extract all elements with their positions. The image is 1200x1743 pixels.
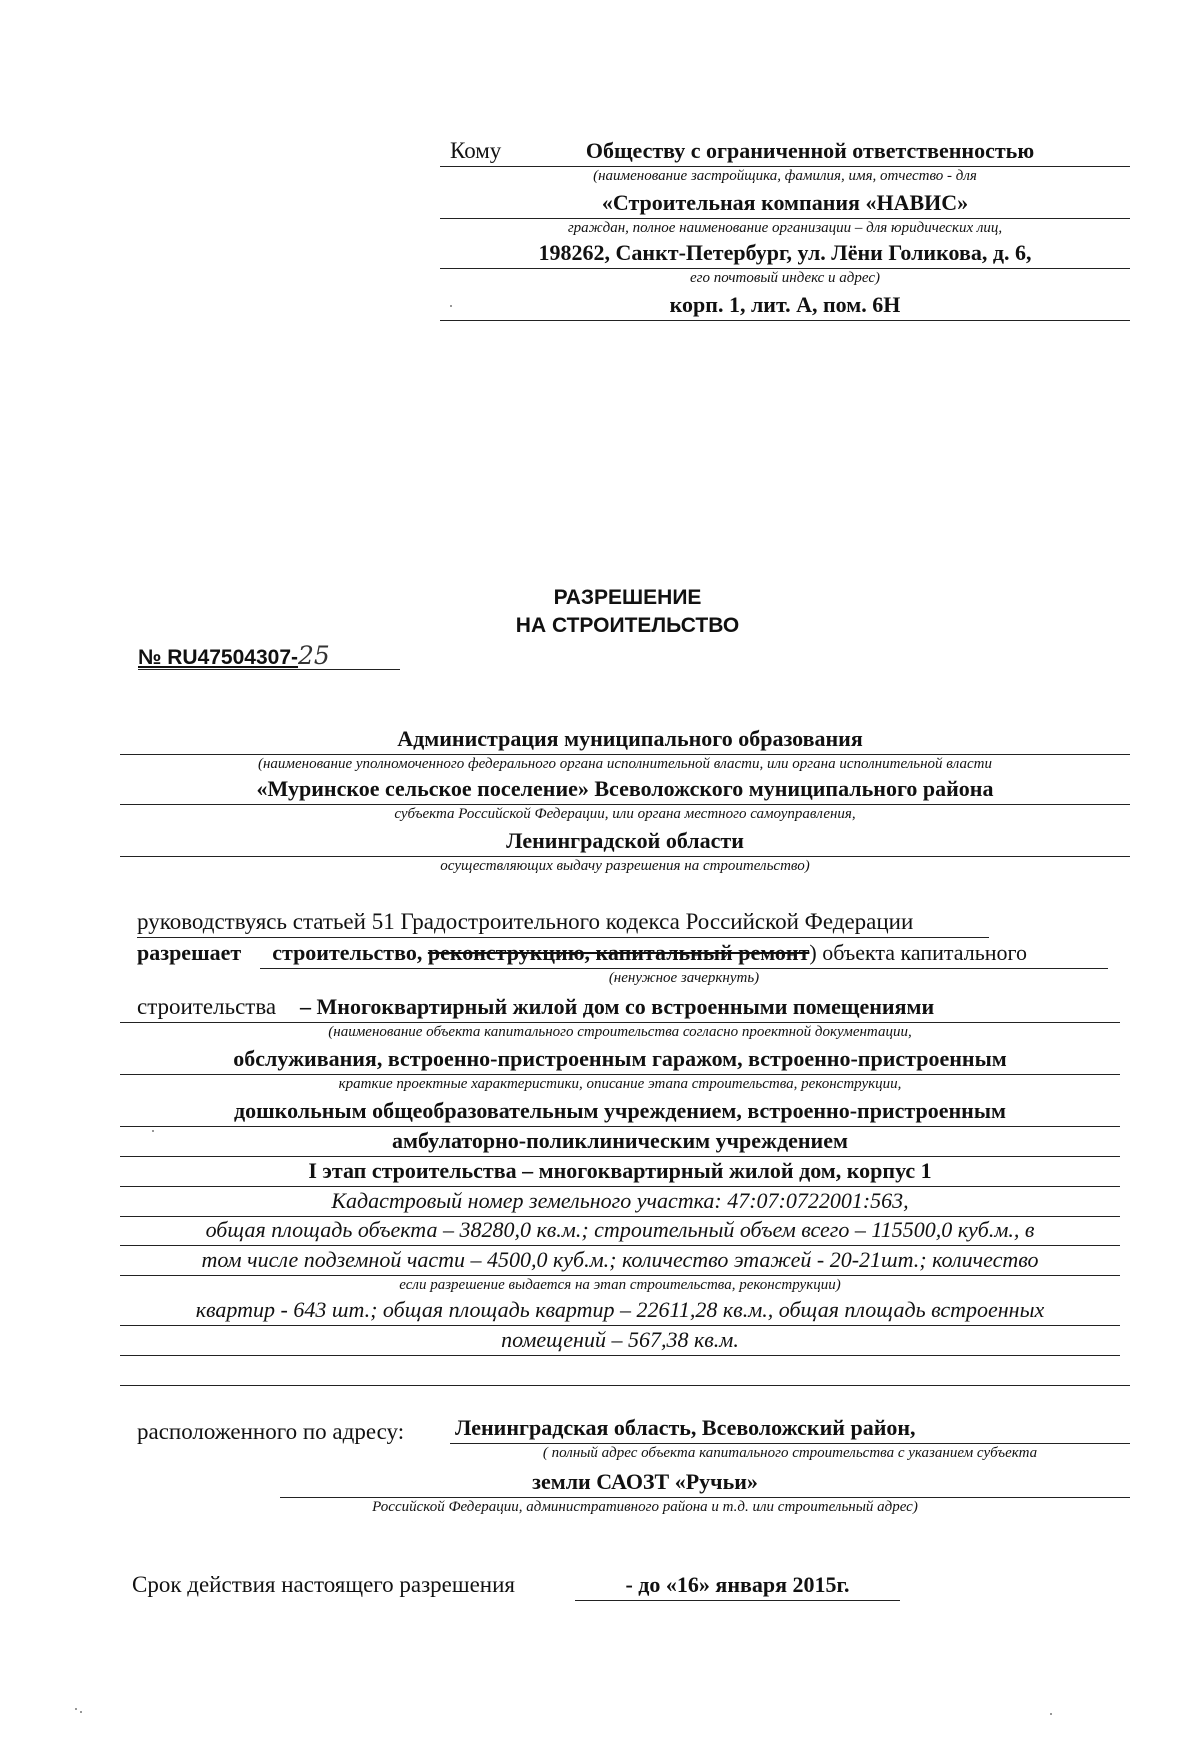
underline bbox=[120, 754, 1130, 755]
underline bbox=[120, 1325, 1120, 1326]
addressee-caption-3: его почтовый индекс и адрес) bbox=[690, 270, 880, 286]
permit-type-struck: реконструкцию, капитальный ремонт bbox=[427, 940, 810, 965]
object-line-7: общая площадь объекта – 38280,0 кв.м.; строительный объем всего – 115500,0 куб.м., в bbox=[205, 1217, 1035, 1242]
underline bbox=[440, 218, 1130, 219]
underline bbox=[120, 1156, 1120, 1157]
object-line-5: I этап строительства – многоквартирный жилой дом, корпус 1 bbox=[308, 1158, 932, 1183]
permit-number-underline bbox=[138, 669, 400, 670]
underline bbox=[575, 1600, 900, 1601]
addressee-caption-1: (наименование застройщика, фамилия, имя, отчество - для bbox=[593, 168, 977, 184]
addressee-line-1: Обществу с ограниченной ответственностью bbox=[585, 138, 1035, 163]
scan-speck bbox=[450, 305, 452, 307]
permit-number bbox=[138, 641, 330, 670]
blank-line bbox=[120, 1385, 1130, 1386]
permit-number-handwritten: 25 bbox=[298, 641, 330, 670]
underline bbox=[120, 1022, 1120, 1023]
underline bbox=[120, 1126, 1120, 1127]
location-line-2: земли САОЗТ «Ручьи» bbox=[532, 1469, 758, 1494]
authority-caption-2: субъекта Российской Федерации, или органа местного самоуправления, bbox=[394, 806, 856, 822]
object-caption-3: если разрешение выдается на этап строительства, реконструкции) bbox=[399, 1277, 841, 1293]
underline bbox=[120, 1245, 1120, 1246]
permits-label: разрешает bbox=[137, 940, 242, 965]
title-line-2: НА СТРОИТЕЛЬСТВО bbox=[515, 614, 740, 637]
underline bbox=[137, 937, 989, 938]
permits-after: ) объекта капитального bbox=[809, 940, 1028, 965]
addressee-line-3: 198262, Санкт-Петербург, ул. Лёни Голикова, д. 6, bbox=[538, 240, 1032, 265]
location-caption-2: Российской Федерации, административного района и т.д. или строительный адрес) bbox=[372, 1499, 918, 1515]
scan-speck bbox=[75, 1708, 77, 1710]
location-line-1: Ленинградская область, Всеволожский район, bbox=[455, 1415, 916, 1440]
underline bbox=[280, 1497, 1130, 1498]
authority-caption-1: (наименование уполномоченного федерального органа исполнительной власти, или органа исполнительной власти bbox=[257, 756, 993, 772]
object-line-1: – Многоквартирный жилой дом со встроенными помещениями bbox=[300, 994, 935, 1019]
underline bbox=[120, 1186, 1120, 1187]
permit-number-prefix: № RU47504307- bbox=[138, 646, 299, 669]
authority-line-3: Ленинградской области bbox=[506, 828, 744, 853]
basis-caption: (ненужное зачеркнуть) bbox=[608, 970, 760, 986]
underline bbox=[440, 166, 1130, 167]
object-line-6: Кадастровый номер земельного участка: 47:07:0722001:563, bbox=[331, 1188, 909, 1213]
underline bbox=[120, 1355, 1120, 1356]
object-caption-1: (наименование объекта капитального строительства согласно проектной документации, bbox=[328, 1024, 912, 1040]
validity-label: Срок действия настоящего разрешения bbox=[132, 1572, 516, 1597]
object-line-9: квартир - 643 шт.; общая площадь квартир – 22611,28 кв.м., общая площадь встроенных bbox=[195, 1297, 1045, 1322]
title-line-1: РАЗРЕШЕНИЕ bbox=[553, 586, 702, 609]
basis-text: руководствуясь статьей 51 Градостроительного кодекса Российской Федерации bbox=[137, 909, 914, 934]
location-caption-1: ( полный адрес объекта капитального строительства с указанием субъекта bbox=[542, 1445, 1038, 1461]
scan-speck bbox=[80, 1711, 82, 1713]
object-line-2: обслуживания, встроенно-пристроенным гаражом, встроенно-пристроенным bbox=[233, 1046, 1007, 1071]
addressee-label: Кому bbox=[450, 138, 502, 163]
permit-type-kept: строительство, bbox=[272, 940, 423, 965]
authority-caption-3: осуществляющих выдачу разрешения на строительство) bbox=[440, 858, 810, 874]
authority-line-1: Администрация муниципального образования bbox=[397, 726, 863, 751]
validity-value: - до «16» января 2015г. bbox=[625, 1572, 850, 1597]
addressee-line-2: «Строительная компания «НАВИС» bbox=[601, 190, 969, 215]
addressee-line-4: корп. 1, лит. А, пом. 6Н bbox=[669, 292, 901, 317]
authority-line-2: «Муринское сельское поселение» Всеволожского муниципального района bbox=[256, 776, 994, 801]
underline bbox=[120, 804, 1130, 805]
scan-speck bbox=[1050, 1713, 1052, 1715]
permits-row bbox=[137, 940, 1027, 966]
underline bbox=[450, 1443, 1130, 1444]
addressee-caption-2: граждан, полное наименование организации – для юридических лиц, bbox=[567, 220, 1003, 236]
underline bbox=[120, 856, 1130, 857]
object-label: строительства bbox=[137, 994, 277, 1019]
object-line-10: помещений – 567,38 кв.м. bbox=[501, 1327, 739, 1352]
object-line-4: амбулаторно-поликлиническим учреждением bbox=[392, 1128, 848, 1153]
object-caption-2: краткие проектные характеристики, описание этапа строительства, реконструкции, bbox=[338, 1076, 902, 1092]
object-line-8: том числе подземной части – 4500,0 куб.м.; количество этажей - 20-21шт.; количество bbox=[201, 1247, 1039, 1272]
underline bbox=[120, 1275, 1120, 1276]
underline bbox=[120, 1074, 1120, 1075]
location-label: расположенного по адресу: bbox=[137, 1419, 405, 1444]
scan-speck bbox=[152, 1130, 154, 1132]
object-line-3: дошкольным общеобразовательным учреждением, встроенно-пристроенным bbox=[233, 1098, 1006, 1123]
underline bbox=[440, 320, 1130, 321]
underline bbox=[260, 968, 1108, 969]
underline bbox=[440, 268, 1130, 269]
